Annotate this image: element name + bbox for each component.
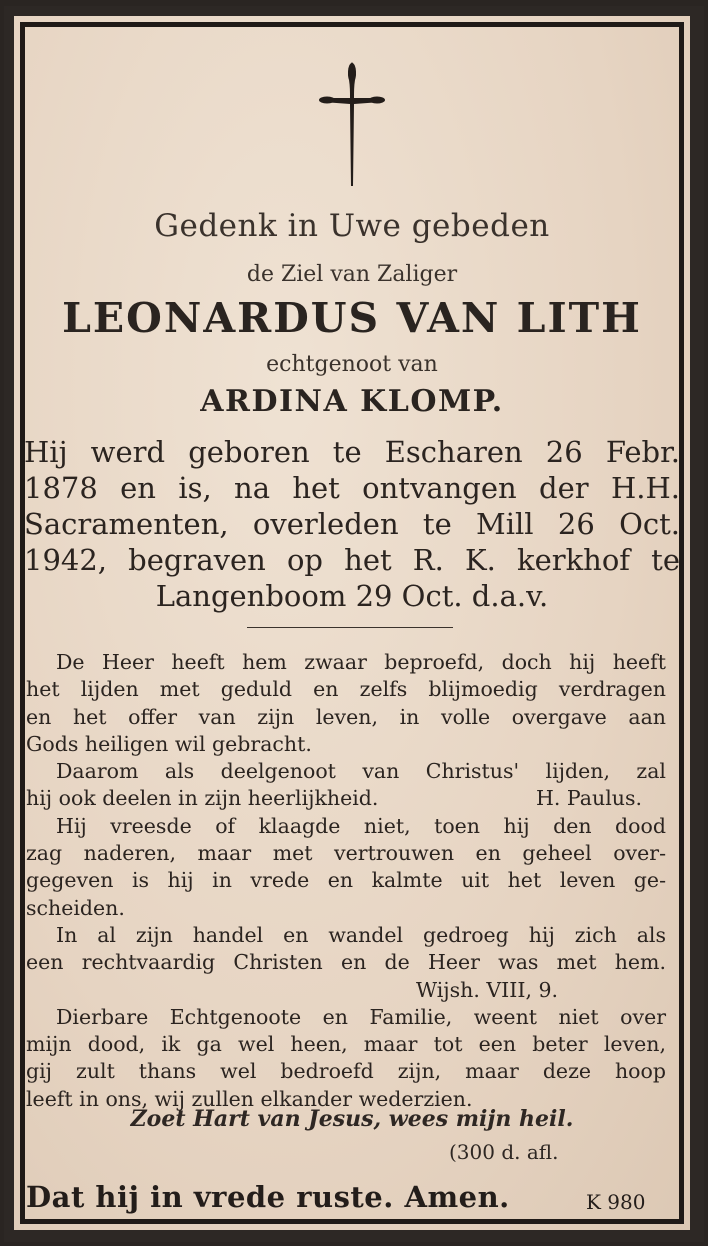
verse-line: Hij vreesde of klaagde niet, toen hij den dood	[56, 813, 666, 838]
verse-line: Daarom als deelgenoot van Christus' lijden, zal	[56, 759, 666, 784]
verse-line: zag naderen, maar met vertrouwen en geheel over-	[26, 841, 666, 866]
verse-line: een rechtvaardig Christen en de Heer was met hem.	[26, 950, 666, 975]
indulgence-text: (300 d. afl.	[449, 1140, 559, 1164]
cross-icon	[317, 60, 387, 190]
card-number: K 980	[586, 1190, 646, 1214]
closing-text: Dat hij in vrede ruste. Amen.	[26, 1180, 510, 1214]
biography-line: Langenboom 29 Oct. d.a.v.	[155, 579, 549, 613]
scripture-reference: H. Paulus.	[536, 786, 643, 811]
verse-line: gij zult thans wel bedroefd zijn, maar deze hoop	[26, 1059, 666, 1084]
verse-line: het lijden met geduld en zelfs blijmoedig verdragen	[26, 677, 666, 702]
subheading-text: de Ziel van Zaliger	[246, 262, 458, 287]
verse-block	[26, 649, 666, 1113]
relation-text: echtgenoot van	[266, 352, 438, 377]
biography-line: 1878 en is, na het ontvangen der H.H.	[24, 471, 680, 505]
card-paper	[14, 16, 690, 1230]
verse-line: In al zijn handel en wandel gedroeg hij zich als	[56, 922, 666, 947]
biography-line: 1942, begraven op het R. K. kerkhof te	[24, 543, 680, 577]
scripture-reference: Wijsh. VIII, 9.	[416, 977, 559, 1002]
verse-line: leeft in ons, wij zullen elkander wederzien.	[26, 1086, 473, 1111]
verse-line: scheiden.	[26, 895, 125, 920]
verse-line: Gods heiligen wil gebracht.	[26, 731, 312, 756]
verse-line: mijn dood, ik ga wel heen, maar tot een beter leven,	[26, 1032, 666, 1057]
prayer-text: Zoet Hart van Jesus, wees mijn heil.	[130, 1106, 574, 1132]
verse-line-with-reference	[26, 785, 666, 812]
memorial-card	[4, 6, 704, 1242]
verse-line: hij ook deelen in zijn heerlijkheid.	[26, 786, 379, 811]
verse-line: gegeven is hij in vrede en kalmte uit het leven ge-	[26, 868, 666, 893]
biography	[24, 434, 680, 614]
heading-text: Gedenk in Uwe gebeden	[154, 208, 550, 244]
spouse-name: ARDINA KLOMP.	[200, 384, 504, 419]
divider-line	[247, 627, 453, 628]
biography-line: Sacramenten, overleden te Mill 26 Oct.	[24, 507, 680, 541]
verse-line: en het offer van zijn leven, in volle overgave aan	[26, 704, 666, 729]
verse-line: Dierbare Echtgenoote en Familie, weent niet over	[56, 1004, 666, 1029]
biography-line: Hij werd geboren te Escharen 26 Febr.	[24, 435, 680, 469]
verse-line: De Heer heeft hem zwaar beproefd, doch hij heeft	[56, 650, 666, 674]
deceased-name: LEONARDUS VAN LITH	[62, 294, 642, 342]
